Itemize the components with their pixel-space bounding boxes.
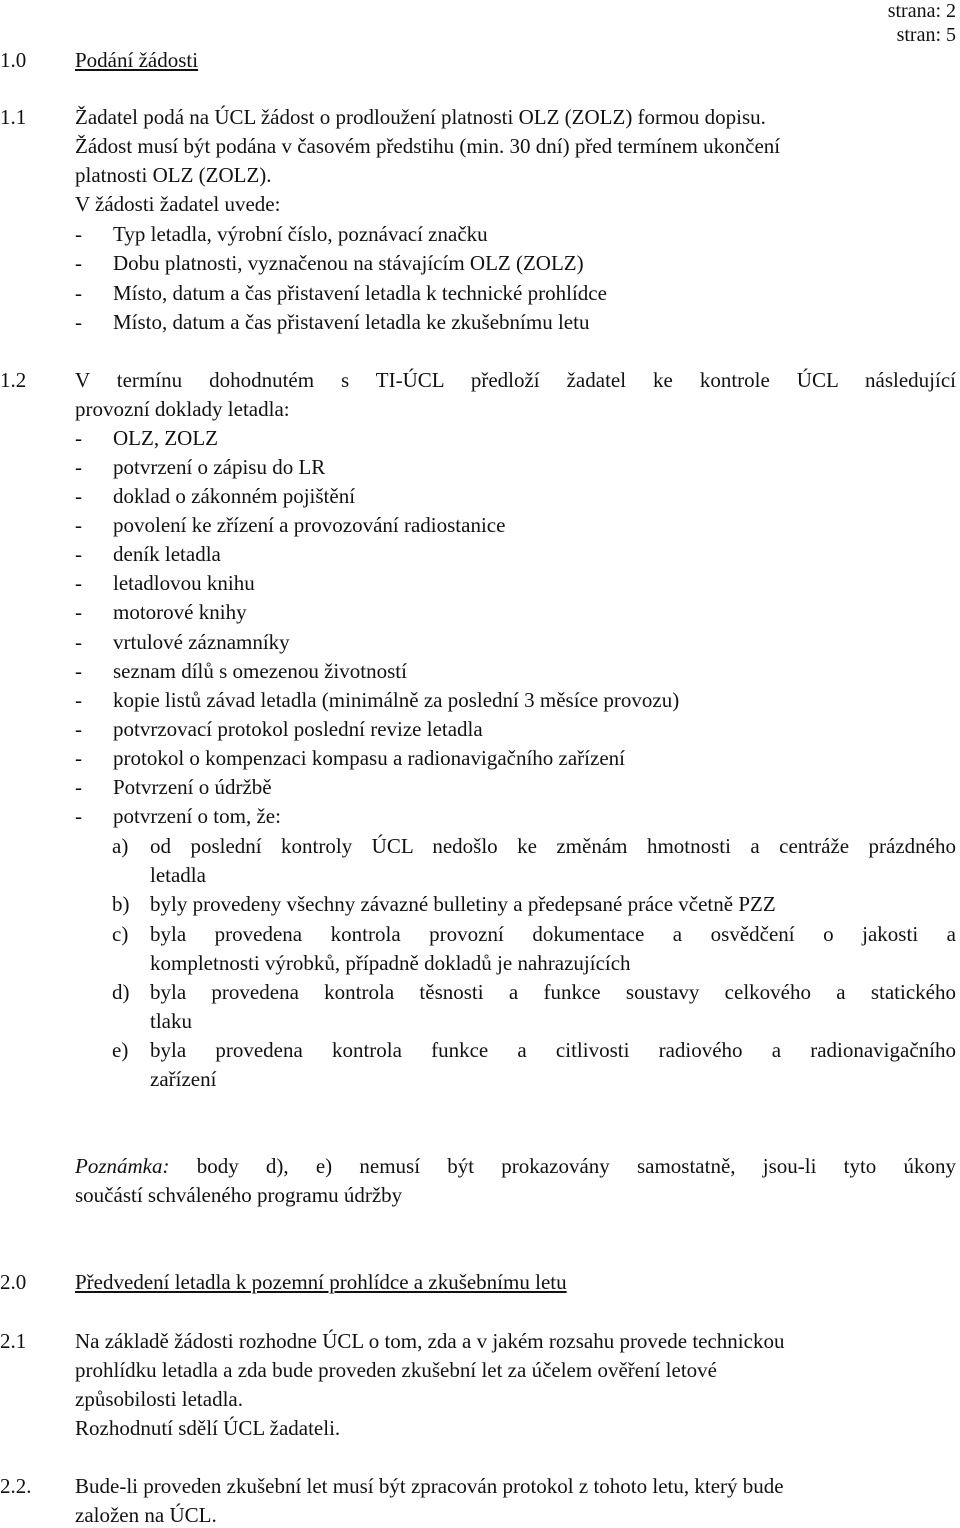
list-item: Dobu platnosti, vyznačenou na stávajícím OLZ (ZOLZ) [113,251,584,275]
list-item: seznam dílů s omezenou životností [113,659,407,683]
list-item: potvrzení o tom, že: [113,804,281,828]
para-2-1-line: Rozhodnutí sdělí ÚCL žadateli. [75,1416,341,1440]
list-dash: - [75,310,82,334]
para-1-1-line: V žádosti žadatel uvede: [75,192,281,216]
list-item: potvrzovací protokol poslední revize letadla [113,717,483,741]
para-1-1-line: platnosti OLZ (ZOLZ). [75,163,272,187]
sub-item-text: zařízení [150,1067,217,1091]
para-2-2-line: Bude-li proveden zkušební let musí být zpracován protokol z tohoto letu, který bude [75,1474,784,1498]
list-dash: - [75,804,82,828]
list-dash: - [75,775,82,799]
list-dash: - [75,222,82,246]
sub-item-text: od poslední kontroly ÚCL nedošlo ke změnám hmotnosti a centráže prázdného [150,834,956,858]
sub-item-text: byla provedena kontrola těsnosti a funkce soustavy celkového a statického [150,980,956,1004]
sub-item-label: d) [112,980,130,1004]
sub-item-label: e) [112,1038,129,1062]
sub-item-text: byly provedeny všechny závazné bulletiny a předepsané práce včetně PZZ [150,892,776,916]
sub-item-label: c) [112,922,129,946]
list-dash: - [75,630,82,654]
list-dash: - [75,251,82,275]
note-text: body d), e) nemusí být prokazovány samostatně, jsou-li tyto úkony [196,1154,956,1178]
sub-item-label: b) [112,892,130,916]
para-1-2-line: provozní doklady letadla: [75,397,290,421]
sub-item-label: a) [112,834,129,858]
note-line [75,1154,956,1179]
para-2-1-line: způsobilosti letadla. [75,1387,243,1411]
list-item: motorové knihy [113,600,247,624]
list-item: protokol o kompenzaci kompasu a radionavigačního zařízení [113,746,625,770]
list-dash: - [75,571,82,595]
list-dash: - [75,717,82,741]
list-dash: - [75,542,82,566]
section-2-number: 2.0 [0,1270,27,1294]
list-dash: - [75,688,82,712]
section-2-title: Předvedení letadla k pozemní prohlídce a zkušebnímu letu [75,1270,567,1294]
sub-item-text: tlaku [150,1009,192,1033]
para-1-1-line: Žádost musí být podána v časovém předstihu (min. 30 dní) před termínem ukončení [75,134,781,158]
para-1-1-number: 1.1 [0,105,27,129]
list-item: vrtulové záznamníky [113,630,290,654]
section-1-number: 1.0 [0,48,27,72]
list-item: Potvrzení o údržbě [113,775,272,799]
list-item: povolení ke zřízení a provozování radiostanice [113,513,506,537]
list-item: kopie listů závad letadla (minimálně za poslední 3 měsíce provozu) [113,688,680,712]
para-1-1-line: Žadatel podá na ÚCL žádost o prodloužení platnosti OLZ (ZOLZ) formou dopisu. [75,105,766,129]
para-2-1-line: prohlídku letadla a zda bude proveden zkušební let za účelem ověření letové [75,1358,717,1382]
sub-item-text: byla provedena kontrola funkce a citlivosti radiového a radionavigačního [150,1038,956,1062]
para-2-2-line: založen na ÚCL. [75,1503,217,1527]
list-item: Místo, datum a čas přistavení letadla k technické prohlídce [113,281,607,305]
list-item: potvrzení o zápisu do LR [113,455,326,479]
para-2-2-number: 2.2. [0,1474,32,1498]
list-dash: - [75,513,82,537]
list-dash: - [75,281,82,305]
list-item: OLZ, ZOLZ [113,426,218,450]
para-1-2-number: 1.2 [0,368,27,392]
sub-item-text: letadla [150,863,206,887]
note-label: Poznámka: [75,1154,170,1178]
list-item: Místo, datum a čas přistavení letadla ke zkušebnímu letu [113,310,590,334]
section-1-title: Podání žádosti [75,48,199,72]
sub-item-text: kompletnosti výrobků, případně dokladů je nahrazujících [150,951,631,975]
list-dash: - [75,746,82,770]
list-item: doklad o zákonném pojištění [113,484,356,508]
list-dash: - [75,455,82,479]
page-number: strana: 2 [887,0,956,22]
para-1-2-line: V termínu dohodnutém s TI-ÚCL předloží žadatel ke kontrole ÚCL následující [75,368,956,392]
list-dash: - [75,600,82,624]
para-2-1-number: 2.1 [0,1329,27,1353]
note-line: součástí schváleného programu údržby [75,1183,403,1207]
para-2-1-line: Na základě žádosti rozhodne ÚCL o tom, zda a v jakém rozsahu provede technickou [75,1329,785,1353]
list-dash: - [75,659,82,683]
list-dash: - [75,426,82,450]
sub-item-text: byla provedena kontrola provozní dokumentace a osvědčení o jakosti a [150,922,956,946]
page-count: stran: 5 [896,24,956,46]
list-dash: - [75,484,82,508]
list-item: letadlovou knihu [113,571,255,595]
list-item: Typ letadla, výrobní číslo, poznávací značku [113,222,488,246]
list-item: deník letadla [113,542,221,566]
